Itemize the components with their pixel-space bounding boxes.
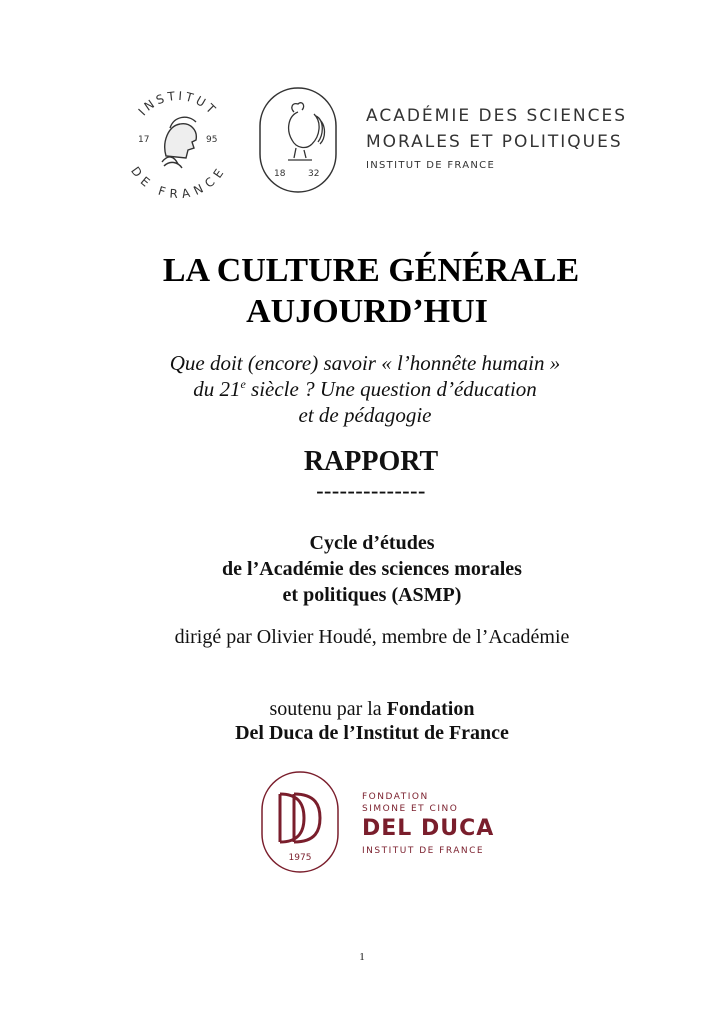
supported-by-bold: Fondation xyxy=(386,698,475,720)
institut-arc-top-text: INSTITUT xyxy=(135,88,221,119)
page-title-line2: AUJOURD’HUI xyxy=(246,293,488,330)
academie-name-line1: ACADÉMIE DES SCIENCES xyxy=(366,106,628,126)
subtitle-line2-sup: e xyxy=(240,377,246,391)
del-duca-year: 1975 xyxy=(288,853,312,863)
academie-year-left: 18 xyxy=(274,169,286,179)
directed-by-text: dirigé par Olivier Houdé, membre de l’Académie xyxy=(174,626,570,648)
supported-by-line1 xyxy=(0,696,724,722)
del-duca-institut: INSTITUT DE FRANCE xyxy=(362,846,485,856)
rapport-heading: RAPPORT xyxy=(303,446,439,477)
supported-by-pre: soutenu par la xyxy=(269,698,387,720)
cycle-line2: de l’Académie des sciences morales xyxy=(222,558,522,580)
dd-monogram-icon xyxy=(280,794,320,842)
page-title-line1: LA CULTURE GÉNÉRALE xyxy=(162,252,580,289)
minerva-head-icon xyxy=(162,117,196,168)
svg-text:DE FRANCE xyxy=(128,164,228,201)
institut-de-france-logo xyxy=(118,82,238,202)
subtitle-line2-pre: du 21 xyxy=(193,377,241,401)
svg-text:INSTITUT xyxy=(136,89,221,119)
page-number: 1 xyxy=(359,951,365,963)
rooster-icon xyxy=(288,103,325,160)
cycle-line1: Cycle d’études xyxy=(309,532,435,554)
dash-separator: -------------- xyxy=(316,478,426,503)
subtitle-line1: Que doit (encore) savoir « l’honnête humain » xyxy=(169,351,561,375)
academie-rooster-logo xyxy=(258,86,338,194)
subtitle-line2-post: siècle ? Une question d’éducation xyxy=(245,377,537,401)
del-duca-logo xyxy=(260,770,340,874)
supported-by-line2: Del Duca de l’Institut de France xyxy=(235,722,509,744)
del-duca-fondation: FONDATION xyxy=(362,792,429,802)
subtitle-line2 xyxy=(80,376,650,402)
cycle-line3: et politiques (ASMP) xyxy=(282,584,462,606)
institut-year-right: 95 xyxy=(206,135,218,145)
academie-name-line2: MORALES ET POLITIQUES xyxy=(366,132,623,152)
del-duca-title: DEL DUCA xyxy=(362,816,495,841)
institut-arc-bottom-text: DE FRANCE xyxy=(128,164,228,202)
academie-year-right: 32 xyxy=(308,169,320,179)
academie-name-line3: INSTITUT DE FRANCE xyxy=(366,160,496,171)
subtitle-line3: et de pédagogie xyxy=(298,403,432,427)
del-duca-names: SIMONE ET CINO xyxy=(362,804,459,814)
institut-year-left: 17 xyxy=(138,135,150,145)
